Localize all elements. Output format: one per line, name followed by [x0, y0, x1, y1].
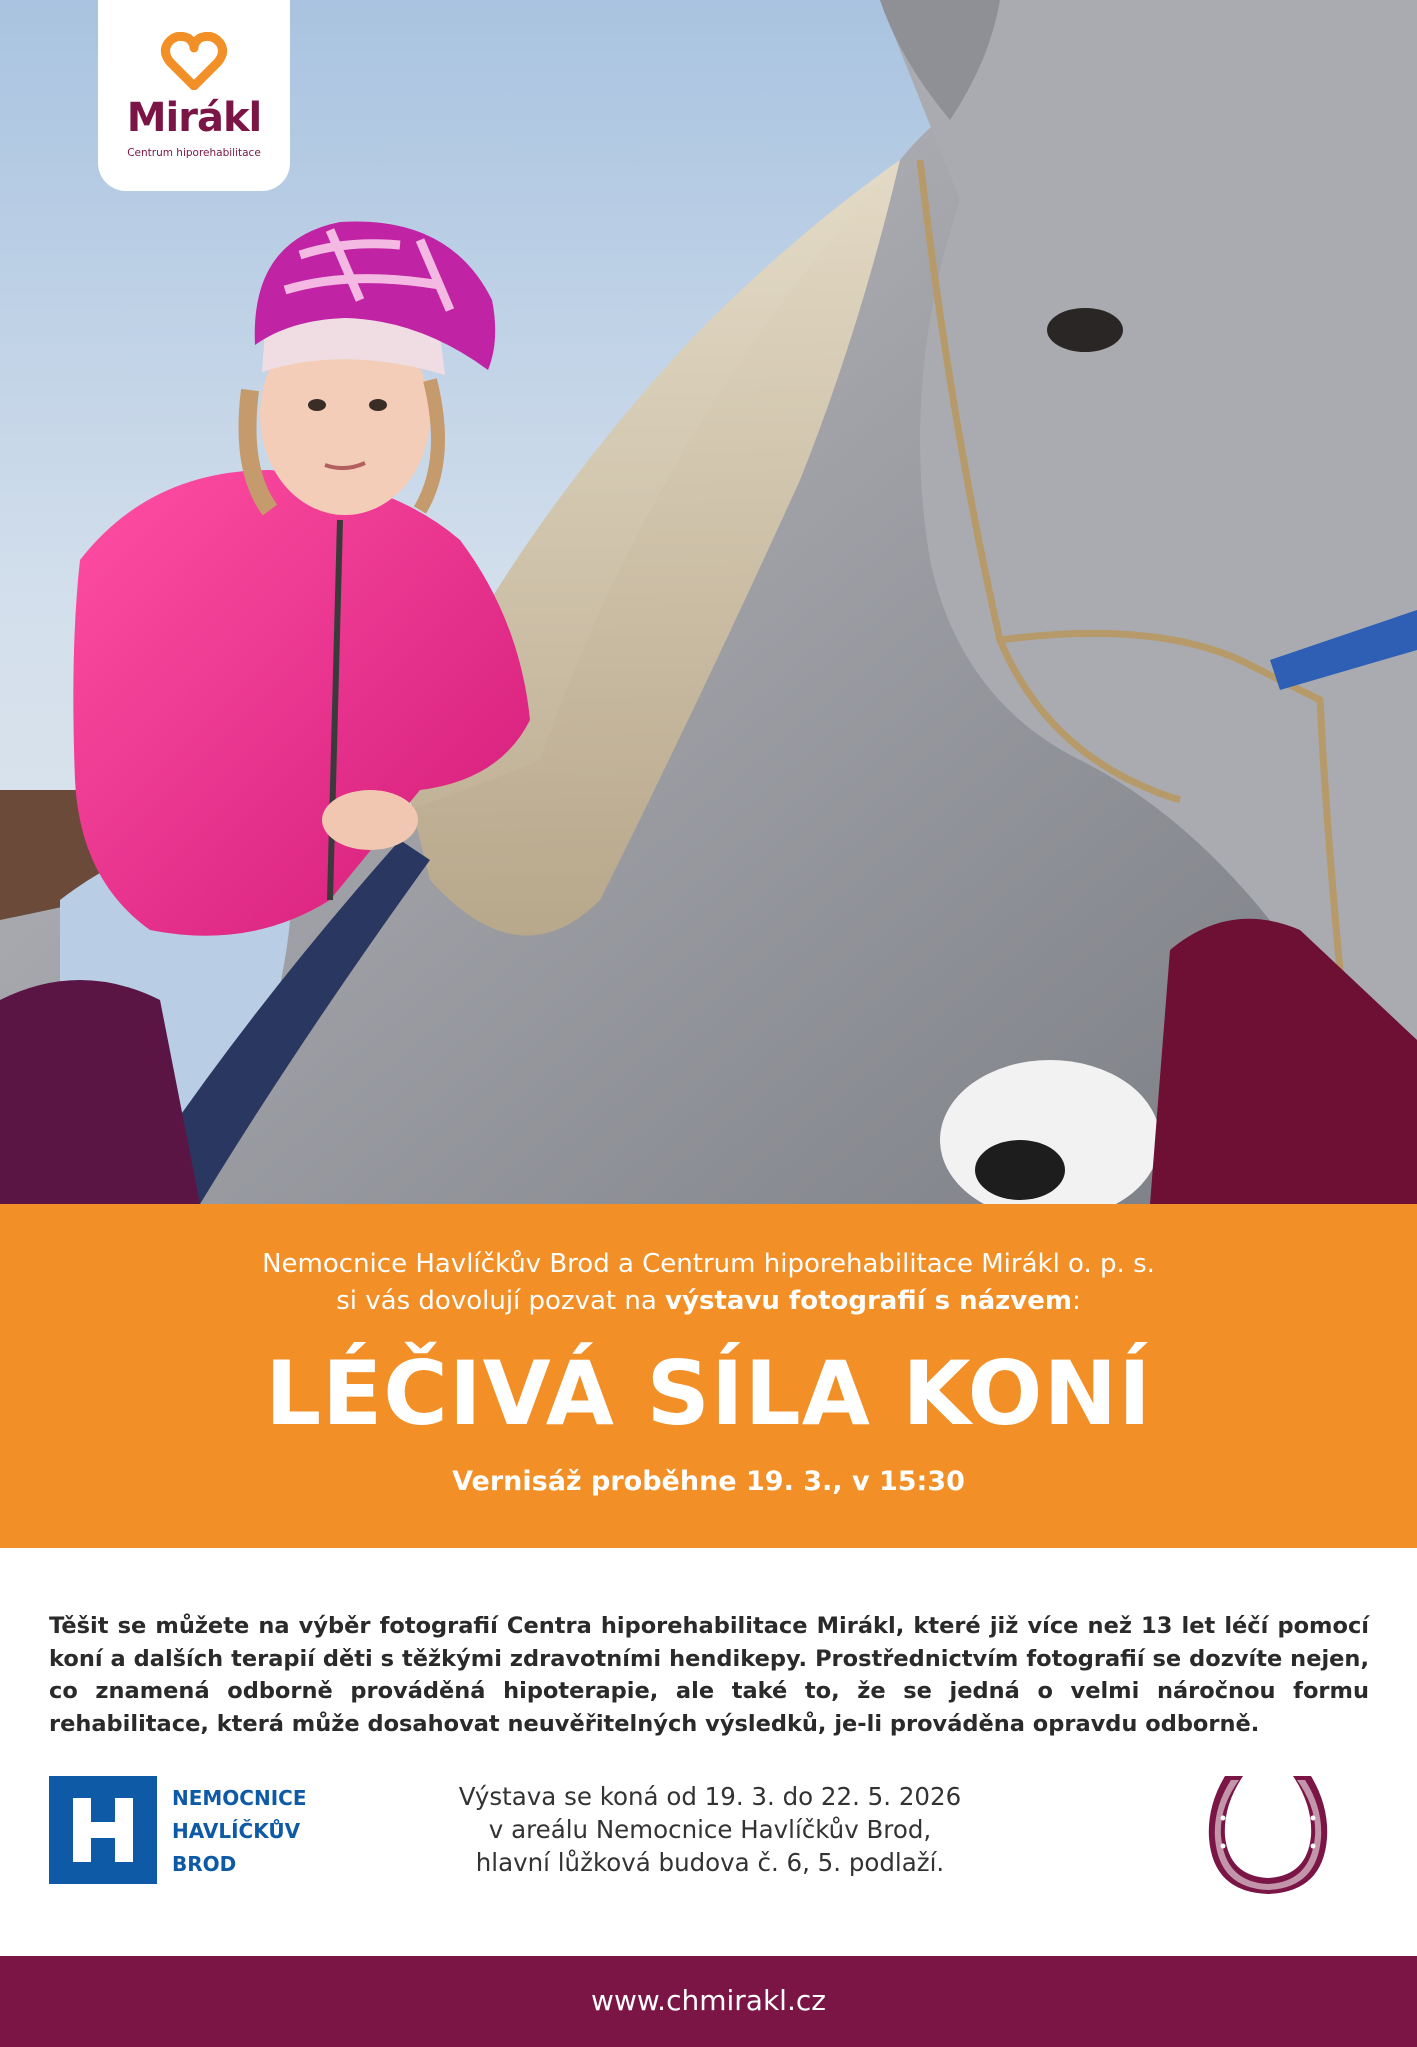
footer — [0, 1956, 1417, 2047]
hospital-name-line-1: NEMOCNICE — [172, 1786, 307, 1810]
invitation-line-2 — [0, 1283, 1417, 1320]
venue-line-2: v areálu Nemocnice Havlíčkův Brod, — [488, 1815, 932, 1844]
hospital-logo — [49, 1776, 157, 1884]
invitation-line-2-suffix: : — [1071, 1286, 1081, 1316]
invitation-line-2-bold: výstavu fotografií s názvem — [665, 1286, 1072, 1316]
horseshoe-icon — [1203, 1766, 1333, 1896]
venue-line-3: hlavní lůžková budova č. 6, 5. podlaží. — [475, 1848, 945, 1877]
logo-subtitle: Centrum hiporehabilitace — [127, 147, 261, 159]
invitation-band — [0, 1204, 1417, 1548]
exhibition-title: LÉČIVÁ SÍLA KONÍ — [265, 1342, 1152, 1445]
venue-info — [360, 1780, 1060, 1879]
mirakl-logo — [98, 0, 290, 191]
hospital-name-line-2: HAVLÍČKŮV — [172, 1819, 301, 1843]
heart-icon — [160, 32, 228, 90]
invitation-line-2-prefix: si vás dovolují pozvat na — [336, 1286, 666, 1316]
invitation-line-1: Nemocnice Havlíčkův Brod a Centrum hiporehabilitace Mirákl o. p. s. — [262, 1249, 1155, 1279]
logo-name: Mirákl — [126, 95, 262, 141]
venue-line-1: Výstava se koná od 19. 3. do 22. 5. 2026 — [458, 1782, 962, 1811]
hospital-name — [172, 1782, 307, 1881]
vernisaz-date: Vernisáž proběhne 19. 3., v 15:30 — [452, 1466, 965, 1497]
hospital-name-line-3: BROD — [172, 1852, 237, 1876]
website-link[interactable]: www.chmirakl.cz — [591, 1984, 826, 2017]
description-paragraph: Těšit se můžete na výběr fotografií Centra hiporehabilitace Mirákl, které již více než 13 let léčí pomocí koní a dalších terapií děti s těžkými zdravotními hendikepy. Prostřednictvím fotografií se dozvíte nejen, co znamená odborně prováděná hipoterapie, ale také to, že se jedná o velmi náročnou formu rehabilitace, která může dosahovat neuvěřitelných výsledků, je-li prováděna opravdu odborně. — [49, 1613, 1369, 1737]
invitation-text — [0, 1246, 1417, 1320]
